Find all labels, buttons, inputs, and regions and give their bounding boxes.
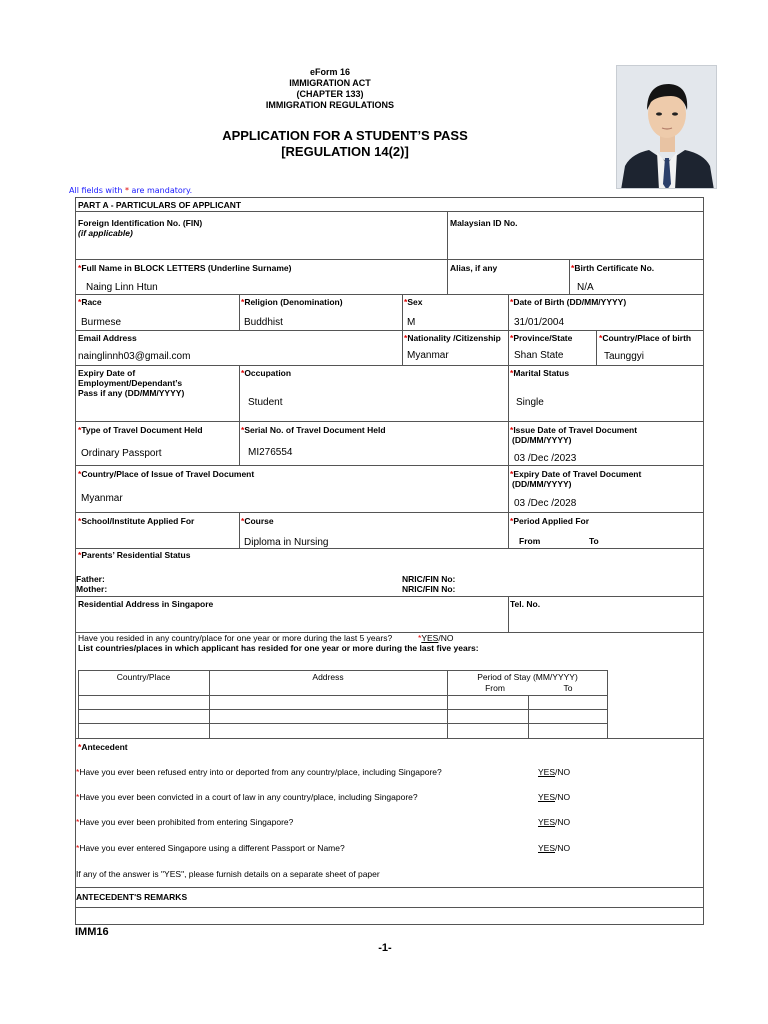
mandatory-note: All fields with * are mandatory. <box>69 186 193 195</box>
country-issue-label: *Country/Place of Issue of Travel Document <box>78 469 255 479</box>
father-nric-label: NRIC/FIN No: <box>402 574 456 584</box>
col-divider <box>569 259 570 294</box>
religion-value[interactable]: Buddhist <box>244 317 283 328</box>
row-divider <box>75 887 704 888</box>
antecedent-note: If any of the answer is "YES", please furnish details on a separate sheet of paper <box>76 869 380 879</box>
row-divider <box>75 596 704 597</box>
nationality-label: *Nationality /Citizenship <box>404 333 501 343</box>
antecedent-answer-1: YES/NO <box>538 767 571 777</box>
province-value[interactable]: Shan State <box>514 350 564 361</box>
antecedent-answer-2: YES/NO <box>538 792 571 802</box>
course-label: *Course <box>241 516 274 526</box>
expiry-travel-value[interactable]: 03 /Dec /2028 <box>514 498 577 509</box>
serial-value[interactable]: MI276554 <box>248 447 293 458</box>
row-divider <box>75 365 704 366</box>
marital-label: *Marital Status <box>510 368 570 378</box>
father-label: Father: <box>76 574 105 584</box>
occupation-value[interactable]: Student <box>248 397 283 408</box>
page-title: APPLICATION FOR A STUDENT’S PASS <box>222 128 468 143</box>
col-divider <box>508 596 509 632</box>
row-divider <box>75 465 704 466</box>
col-divider <box>239 365 240 465</box>
antecedent-question-1: *Have you ever been refused entry into or deported from any country/place, including Singapore? <box>76 767 442 777</box>
antecedent-answer-3: YES/NO <box>538 817 571 827</box>
period-to-label: To <box>589 536 599 546</box>
row-divider <box>75 907 704 908</box>
col-divider <box>447 211 448 294</box>
malaysian-id-label: Malaysian ID No. <box>450 218 518 228</box>
resided-answer: *YES/NO <box>418 633 454 643</box>
issue-date-value[interactable]: 03 /Dec /2023 <box>514 453 577 464</box>
row-divider <box>75 512 704 513</box>
page-number: -1- <box>378 942 392 954</box>
col-header-address: Address <box>312 672 344 682</box>
nationality-value[interactable]: Myanmar <box>407 350 449 361</box>
travel-type-value[interactable]: Ordinary Passport <box>81 448 162 459</box>
course-value[interactable]: Diploma in Nursing <box>244 537 329 548</box>
dob-label: *Date of Birth (DD/MM/YYYY) <box>510 297 627 307</box>
part-a-heading: PART A - PARTICULARS OF APPLICANT <box>78 200 242 210</box>
form-code: IMM16 <box>75 926 109 938</box>
parents-label: *Parents’ Residential Status <box>78 550 191 560</box>
travel-type-label: *Type of Travel Document Held <box>78 425 203 435</box>
period-from-label: From <box>519 536 541 546</box>
birth-cert-value[interactable]: N/A <box>577 282 594 293</box>
antecedent-question-4: *Have you ever entered Singapore using a different Passport or Name? <box>76 843 345 853</box>
col-header-country: Country/Place <box>116 672 171 682</box>
regulation-ref: [REGULATION 14(2)] <box>281 144 409 159</box>
antecedent-question-3: *Have you ever been prohibited from entering Singapore? <box>76 817 294 827</box>
row-divider <box>75 330 704 331</box>
row-divider <box>75 548 704 549</box>
expiry-emp-label-2: Employment/Dependant’s <box>78 378 183 388</box>
mother-label: Mother: <box>76 584 108 594</box>
row-divider <box>75 294 704 295</box>
col-divider <box>239 512 240 548</box>
antecedent-answer-4: YES/NO <box>538 843 571 853</box>
full-name-value[interactable]: Naing Linn Htun <box>86 282 158 293</box>
expiry-emp-label-3: Pass if any (DD/MM/YYYY) <box>78 388 185 398</box>
resided-question: Have you resided in any country/place for one year or more during the last 5 years? <box>78 633 393 643</box>
act-name: IMMIGRATION ACT <box>289 78 371 88</box>
issue-date-format: (DD/MM/YYYY) <box>512 435 572 445</box>
row-divider <box>75 421 704 422</box>
email-label: Email Address <box>78 333 137 343</box>
race-label: *Race <box>78 297 102 307</box>
occupation-label: *Occupation <box>241 368 292 378</box>
col-divider <box>508 294 509 548</box>
religion-label: *Religion (Denomination) <box>241 297 343 307</box>
row-divider <box>75 211 704 212</box>
expiry-emp-label-1: Expiry Date of <box>78 368 136 378</box>
country-birth-value[interactable]: Taunggyi <box>604 351 645 362</box>
antecedent-question-2: *Have you ever been convicted in a court of law in any country/place, including Singapore? <box>76 792 418 802</box>
mother-nric-label: NRIC/FIN No: <box>402 584 456 594</box>
alias-label: Alias, if any <box>450 263 498 273</box>
row-divider <box>75 259 704 260</box>
list-countries-label: List countries/places in which applicant has resided for one year or more during the last five years: <box>78 643 479 653</box>
country-birth-label: *Country/Place of birth <box>599 333 692 343</box>
sex-label: *Sex <box>404 297 423 307</box>
tel-label: Tel. No. <box>510 599 541 609</box>
chapter: (CHAPTER 133) <box>296 89 364 99</box>
serial-label: *Serial No. of Travel Document Held <box>241 425 386 435</box>
regulations: IMMIGRATION REGULATIONS <box>265 100 395 110</box>
sex-value[interactable]: M <box>407 317 416 328</box>
col-divider <box>596 330 597 365</box>
antecedent-heading: *Antecedent <box>78 742 128 752</box>
table-col-divider <box>528 695 529 739</box>
expiry-travel-label: *Expiry Date of Travel Document <box>510 469 642 479</box>
marital-value[interactable]: Single <box>516 397 544 408</box>
portrait-image <box>617 66 717 189</box>
form-number: eForm 16 <box>309 67 351 77</box>
col-header-period: Period of Stay (MM/YYYY) <box>477 672 578 682</box>
birth-cert-label: *Birth Certificate No. <box>571 263 655 273</box>
col-header-to: To <box>563 683 573 693</box>
col-divider <box>239 294 240 330</box>
expiry-travel-format: (DD/MM/YYYY) <box>512 479 572 489</box>
dob-value[interactable]: 31/01/2004 <box>514 317 565 328</box>
col-header-from: From <box>485 683 505 693</box>
country-issue-value[interactable]: Myanmar <box>81 493 123 504</box>
fin-sublabel: (if applicable) <box>78 228 133 238</box>
period-label: *Period Applied For <box>510 516 590 526</box>
province-label: *Province/State <box>510 333 573 343</box>
email-value[interactable]: nainglinnh03@gmail.com <box>78 351 191 362</box>
issue-date-label: *Issue Date of Travel Document <box>510 425 638 435</box>
antecedent-remarks-label: ANTECEDENT'S REMARKS <box>76 892 188 902</box>
fin-label: Foreign Identification No. (FIN) <box>78 218 203 228</box>
full-name-label: *Full Name in BLOCK LETTERS (Underline Surname) <box>78 263 292 273</box>
col-divider <box>402 294 403 365</box>
applicant-photo <box>616 65 717 189</box>
address-sg-label: Residential Address in Singapore <box>78 599 214 609</box>
school-label: *School/Institute Applied For <box>78 516 195 526</box>
race-value[interactable]: Burmese <box>81 317 122 328</box>
